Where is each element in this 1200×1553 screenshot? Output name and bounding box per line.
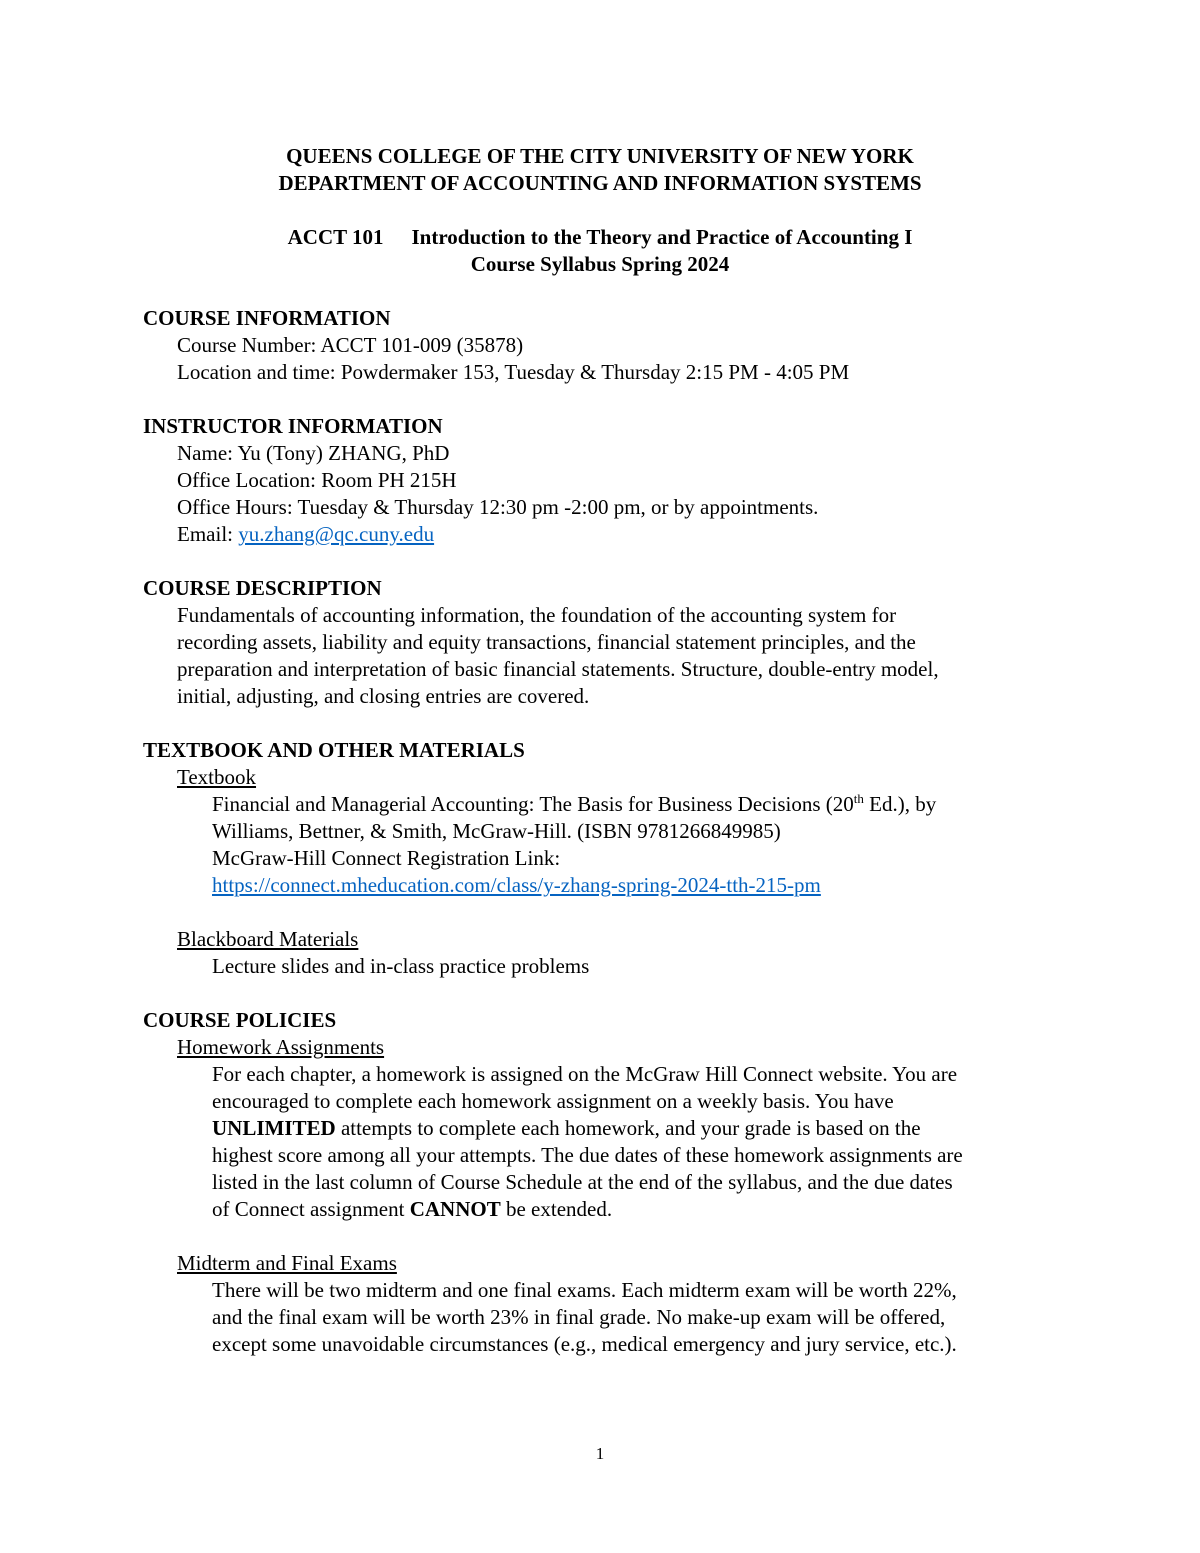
instructor-information-heading: INSTRUCTOR INFORMATION [143, 414, 443, 438]
email-label: Email: [177, 522, 239, 546]
course-number: Course Number: ACCT 101-009 (35878) [177, 333, 524, 357]
cannot-emphasis: CANNOT [409, 1197, 501, 1221]
department-name: DEPARTMENT OF ACCOUNTING AND INFORMATION SYSTEMS [278, 171, 922, 195]
course-title-line [0, 224, 1200, 251]
page-number: 1 [595, 1444, 605, 1463]
homework-line-text: attempts to complete each homework, and your grade is based on the [335, 1116, 921, 1140]
textbook-authors: Williams, Bettner, & Smith, McGraw-Hill. (ISBN 9781266849985) [212, 819, 781, 843]
textbook-subheading: Textbook [177, 765, 257, 789]
textbook-title-text: Financial and Managerial Accounting: The Basis for Business Decisions (20 [212, 792, 854, 816]
syllabus-title: Course Syllabus Spring 2024 [470, 252, 730, 276]
unlimited-emphasis: UNLIMITED [212, 1116, 336, 1140]
edition-superscript: th [853, 791, 864, 806]
exams-line: There will be two midterm and one final exams. Each midterm exam will be worth 22%, [212, 1278, 957, 1302]
course-title: Introduction to the Theory and Practice of Accounting I [411, 225, 913, 249]
textbook-citation-line [212, 791, 936, 818]
homework-line-text: be extended. [500, 1197, 613, 1221]
email-link[interactable]: yu.zhang@qc.cuny.edu [238, 522, 435, 546]
blackboard-text: Lecture slides and in-class practice problems [212, 954, 590, 978]
homework-line: For each chapter, a homework is assigned on the McGraw Hill Connect website. You are [212, 1062, 958, 1086]
homework-subheading: Homework Assignments [177, 1035, 385, 1059]
textbook-materials-heading: TEXTBOOK AND OTHER MATERIALS [143, 738, 525, 762]
homework-line: highest score among all your attempts. The due dates of these homework assignments are [212, 1143, 963, 1167]
textbook-edition-text: Ed.), by [863, 792, 937, 816]
blackboard-subheading: Blackboard Materials [177, 927, 359, 951]
course-description-line: initial, adjusting, and closing entries are covered. [177, 684, 590, 708]
course-location-time: Location and time: Powdermaker 153, Tuesday & Thursday 2:15 PM - 4:05 PM [177, 360, 850, 384]
course-description-heading: COURSE DESCRIPTION [143, 576, 382, 600]
exams-subheading: Midterm and Final Exams [177, 1251, 397, 1275]
connect-link-line [212, 872, 821, 899]
course-information-heading: COURSE INFORMATION [143, 306, 391, 330]
course-policies-heading: COURSE POLICIES [143, 1008, 337, 1032]
exams-line: except some unavoidable circumstances (e.g., medical emergency and jury service, etc.). [212, 1332, 957, 1356]
homework-line [212, 1196, 612, 1223]
office-hours: Office Hours: Tuesday & Thursday 12:30 pm -2:00 pm, or by appointments. [177, 495, 819, 519]
exams-line: and the final exam will be worth 23% in final grade. No make-up exam will be offered, [212, 1305, 946, 1329]
instructor-email-line [177, 521, 434, 548]
course-description-line: Fundamentals of accounting information, the foundation of the accounting system for [177, 603, 897, 627]
course-description-line: preparation and interpretation of basic financial statements. Structure, double-entry model, [177, 657, 939, 681]
connect-registration-link[interactable]: https://connect.mheducation.com/class/y-zhang-spring-2024-tth-215-pm [212, 873, 821, 897]
homework-line: encouraged to complete each homework assignment on a weekly basis. You have [212, 1089, 894, 1113]
instructor-name: Name: Yu (Tony) ZHANG, PhD [177, 441, 450, 465]
office-location: Office Location: Room PH 215H [177, 468, 457, 492]
connect-registration-label: McGraw-Hill Connect Registration Link: [212, 846, 561, 870]
homework-line: listed in the last column of Course Schedule at the end of the syllabus, and the due dates [212, 1170, 953, 1194]
course-description-line: recording assets, liability and equity transactions, financial statement principles, and the [177, 630, 916, 654]
homework-line [212, 1115, 921, 1142]
college-name: QUEENS COLLEGE OF THE CITY UNIVERSITY OF NEW YORK [286, 144, 914, 168]
homework-line-text: of Connect assignment [212, 1197, 410, 1221]
course-code: ACCT 101 [287, 225, 384, 249]
